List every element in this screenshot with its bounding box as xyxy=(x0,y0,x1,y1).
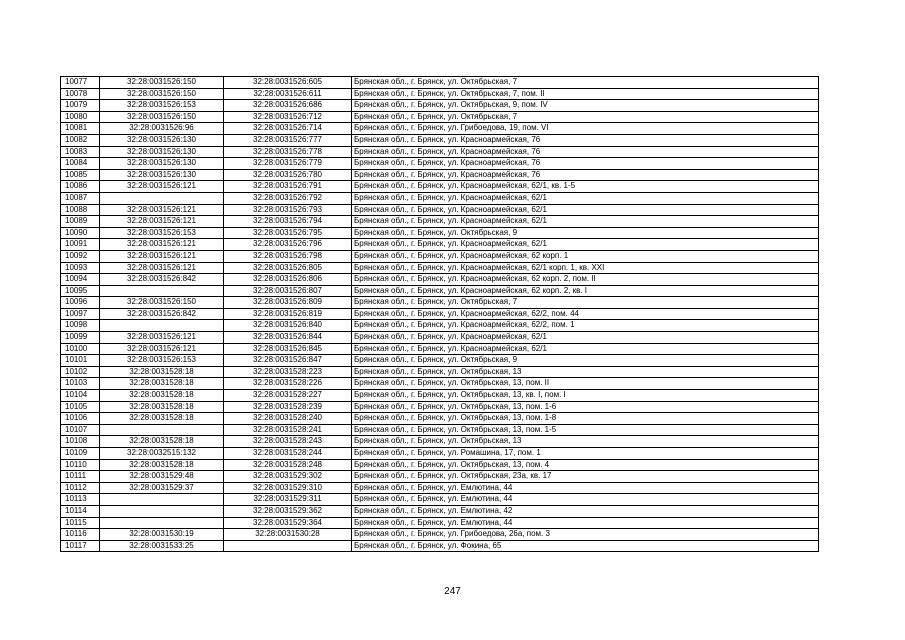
land-parcel-cell: 32:28:0031528:18 xyxy=(100,436,224,448)
row-number-cell: 10078 xyxy=(61,88,100,100)
address-cell: Брянская обл., г. Брянск, ул. Красноармейская, 62/1 xyxy=(352,204,819,216)
table-row xyxy=(61,378,819,390)
table-row xyxy=(61,517,819,529)
row-number-cell: 10106 xyxy=(61,413,100,425)
address-cell: Брянская обл., г. Брянск, ул. Октябрьская, 23а, кв. 17 xyxy=(352,471,819,483)
table-row xyxy=(61,436,819,448)
land-parcel-cell: 32:28:0031528:18 xyxy=(100,390,224,402)
cadastral-number-cell: 32:28:0031526:779 xyxy=(224,158,352,170)
land-parcel-cell: 32:28:0031526:121 xyxy=(100,216,224,228)
table-row xyxy=(61,297,819,309)
land-parcel-cell: 32:28:0031526:121 xyxy=(100,204,224,216)
land-parcel-cell: 32:28:0031528:18 xyxy=(100,413,224,425)
row-number-cell: 10085 xyxy=(61,169,100,181)
row-number-cell: 10096 xyxy=(61,297,100,309)
address-cell: Брянская обл., г. Брянск, ул. Октябрьская, 13, пом. II xyxy=(352,378,819,390)
address-cell: Брянская обл., г. Брянск, ул. Октябрьская, 7 xyxy=(352,77,819,89)
address-cell: Брянская обл., г. Брянск, ул. Красноармейская, 62/1 xyxy=(352,343,819,355)
land-parcel-cell: 32:28:0031526:121 xyxy=(100,181,224,193)
cadastral-number-cell: 32:28:0031526:840 xyxy=(224,320,352,332)
cadastral-number-cell: 32:28:0031526:778 xyxy=(224,146,352,158)
cadastral-number-cell: 32:28:0031526:844 xyxy=(224,332,352,344)
land-parcel-cell: 32:28:0031530:19 xyxy=(100,529,224,541)
table-row xyxy=(61,77,819,89)
address-cell: Брянская обл., г. Брянск, ул. Октябрьская, 13, пом. 4 xyxy=(352,459,819,471)
address-cell: Брянская обл., г. Брянск, ул. Октябрьская, 7 xyxy=(352,111,819,123)
table-row xyxy=(61,320,819,332)
row-number-cell: 10097 xyxy=(61,308,100,320)
land-parcel-cell xyxy=(100,320,224,332)
cadastral-number-cell: 32:28:0031529:311 xyxy=(224,494,352,506)
address-cell: Брянская обл., г. Брянск, ул. Красноармейская, 76 xyxy=(352,169,819,181)
row-number-cell: 10080 xyxy=(61,111,100,123)
cadastral-number-cell: 32:28:0031526:605 xyxy=(224,77,352,89)
cadastral-number-cell: 32:28:0031526:793 xyxy=(224,204,352,216)
table-row xyxy=(61,239,819,251)
table-row xyxy=(61,494,819,506)
land-parcel-cell: 32:28:0031526:130 xyxy=(100,158,224,170)
cadastral-number-cell: 32:28:0031528:227 xyxy=(224,390,352,402)
table-row xyxy=(61,285,819,297)
address-cell: Брянская обл., г. Брянск, ул. Емлютина, 42 xyxy=(352,505,819,517)
table-row xyxy=(61,366,819,378)
row-number-cell: 10112 xyxy=(61,482,100,494)
land-parcel-cell: 32:28:0031526:153 xyxy=(100,227,224,239)
row-number-cell: 10089 xyxy=(61,216,100,228)
address-cell: Брянская обл., г. Брянск, ул. Красноармейская, 62/2, пом. 1 xyxy=(352,320,819,332)
table-row xyxy=(61,88,819,100)
cadastral-number-cell: 32:28:0031526:794 xyxy=(224,216,352,228)
row-number-cell: 10105 xyxy=(61,401,100,413)
land-parcel-cell: 32:28:0031526:130 xyxy=(100,134,224,146)
address-cell: Брянская обл., г. Брянск, ул. Красноармейская, 62/1 xyxy=(352,192,819,204)
land-parcel-cell: 32:28:0031526:150 xyxy=(100,297,224,309)
address-cell: Брянская обл., г. Брянск, ул. Емлютина, 44 xyxy=(352,517,819,529)
land-parcel-cell xyxy=(100,505,224,517)
land-parcel-cell xyxy=(100,192,224,204)
address-cell: Брянская обл., г. Брянск, ул. Красноармейская, 62/1, кв. 1-5 xyxy=(352,181,819,193)
table-row xyxy=(61,250,819,262)
address-cell: Брянская обл., г. Брянск, ул. Октябрьская, 9 xyxy=(352,227,819,239)
cadastral-number-cell: 32:28:0031526:792 xyxy=(224,192,352,204)
table-row xyxy=(61,216,819,228)
row-number-cell: 10104 xyxy=(61,390,100,402)
cadastral-number-cell: 32:28:0031529:310 xyxy=(224,482,352,494)
row-number-cell: 10109 xyxy=(61,448,100,460)
address-cell: Брянская обл., г. Брянск, ул. Октябрьская, 13, пом. 1-6 xyxy=(352,401,819,413)
cadastral-number-cell: 32:28:0031528:239 xyxy=(224,401,352,413)
land-parcel-cell: 32:28:0031526:150 xyxy=(100,77,224,89)
cadastral-number-cell: 32:28:0031528:240 xyxy=(224,413,352,425)
cadastral-number-cell: 32:28:0031526:806 xyxy=(224,274,352,286)
land-parcel-cell: 32:28:0031526:153 xyxy=(100,355,224,367)
address-cell: Брянская обл., г. Брянск, ул. Ромашина, 17, пом. 1 xyxy=(352,448,819,460)
cadastral-number-cell: 32:28:0031528:243 xyxy=(224,436,352,448)
cadastral-number-cell: 32:28:0031526:805 xyxy=(224,262,352,274)
page-number: 247 xyxy=(444,586,461,597)
row-number-cell: 10077 xyxy=(61,77,100,89)
address-cell: Брянская обл., г. Брянск, ул. Красноармейская, 62/1 xyxy=(352,332,819,344)
row-number-cell: 10108 xyxy=(61,436,100,448)
row-number-cell: 10086 xyxy=(61,181,100,193)
table-row xyxy=(61,100,819,112)
cadastral-number-cell: 32:28:0031526:780 xyxy=(224,169,352,181)
row-number-cell: 10111 xyxy=(61,471,100,483)
address-cell: Брянская обл., г. Брянск, ул. Красноармейская, 62 корп. 2, кв. I xyxy=(352,285,819,297)
cadastral-number-cell: 32:28:0031526:791 xyxy=(224,181,352,193)
address-cell: Брянская обл., г. Брянск, ул. Красноармейская, 62 корп. 1 xyxy=(352,250,819,262)
cadastral-number-cell: 32:28:0031526:712 xyxy=(224,111,352,123)
cadastral-number-cell: 32:28:0031526:845 xyxy=(224,343,352,355)
cadastral-number-cell: 32:28:0031526:611 xyxy=(224,88,352,100)
cadastral-number-cell xyxy=(224,540,352,552)
cadastral-number-cell: 32:28:0031526:686 xyxy=(224,100,352,112)
address-cell: Брянская обл., г. Брянск, ул. Грибоедова, 19, пом. VI xyxy=(352,123,819,135)
table-row xyxy=(61,413,819,425)
table-row xyxy=(61,111,819,123)
address-cell: Брянская обл., г. Брянск, ул. Октябрьская, 13, кв. I, пом. I xyxy=(352,390,819,402)
row-number-cell: 10082 xyxy=(61,134,100,146)
table-row xyxy=(61,158,819,170)
cadastral-number-cell: 32:28:0031528:226 xyxy=(224,378,352,390)
table-row xyxy=(61,262,819,274)
row-number-cell: 10088 xyxy=(61,204,100,216)
table-row xyxy=(61,482,819,494)
land-parcel-cell xyxy=(100,494,224,506)
address-cell: Брянская обл., г. Брянск, ул. Емлютина, 44 xyxy=(352,494,819,506)
cadastral-number-cell: 32:28:0031526:777 xyxy=(224,134,352,146)
table-row xyxy=(61,505,819,517)
row-number-cell: 10090 xyxy=(61,227,100,239)
land-parcel-cell xyxy=(100,285,224,297)
row-number-cell: 10117 xyxy=(61,540,100,552)
table-row xyxy=(61,181,819,193)
row-number-cell: 10102 xyxy=(61,366,100,378)
address-cell: Брянская обл., г. Брянск, ул. Октябрьская, 9 xyxy=(352,355,819,367)
row-number-cell: 10081 xyxy=(61,123,100,135)
land-parcel-cell: 32:28:0031526:153 xyxy=(100,100,224,112)
row-number-cell: 10099 xyxy=(61,332,100,344)
table-row xyxy=(61,332,819,344)
table-row xyxy=(61,192,819,204)
cadastral-number-cell: 32:28:0031528:241 xyxy=(224,424,352,436)
address-cell: Брянская обл., г. Брянск, ул. Красноармейская, 76 xyxy=(352,134,819,146)
cadastral-number-cell: 32:28:0031526:798 xyxy=(224,250,352,262)
row-number-cell: 10093 xyxy=(61,262,100,274)
cadastral-number-cell: 32:28:0031528:244 xyxy=(224,448,352,460)
row-number-cell: 10115 xyxy=(61,517,100,529)
land-parcel-cell: 32:28:0032515:132 xyxy=(100,448,224,460)
address-cell: Брянская обл., г. Брянск, ул. Фокина, 65 xyxy=(352,540,819,552)
address-cell: Брянская обл., г. Брянск, ул. Красноармейская, 62/2, пом. 44 xyxy=(352,308,819,320)
address-cell: Брянская обл., г. Брянск, ул. Красноармейская, 62/1 xyxy=(352,216,819,228)
row-number-cell: 10098 xyxy=(61,320,100,332)
land-parcel-cell: 32:28:0031526:130 xyxy=(100,146,224,158)
row-number-cell: 10114 xyxy=(61,505,100,517)
land-parcel-cell: 32:28:0031529:37 xyxy=(100,482,224,494)
table-body xyxy=(61,77,819,552)
land-parcel-cell: 32:28:0031526:130 xyxy=(100,169,224,181)
cadastral-number-cell: 32:28:0031528:223 xyxy=(224,366,352,378)
land-parcel-cell: 32:28:0031526:121 xyxy=(100,239,224,251)
cadastral-number-cell: 32:28:0031529:302 xyxy=(224,471,352,483)
cadastral-number-cell: 32:28:0031526:807 xyxy=(224,285,352,297)
address-cell: Брянская обл., г. Брянск, ул. Октябрьская, 13, пом. 1-5 xyxy=(352,424,819,436)
land-parcel-cell: 32:28:0031526:121 xyxy=(100,250,224,262)
table-row xyxy=(61,390,819,402)
address-cell: Брянская обл., г. Брянск, ул. Красноармейская, 62/1 xyxy=(352,239,819,251)
address-cell: Брянская обл., г. Брянск, ул. Октябрьская, 13 xyxy=(352,366,819,378)
table-row xyxy=(61,204,819,216)
cadastral-number-cell: 32:28:0031528:248 xyxy=(224,459,352,471)
address-cell: Брянская обл., г. Брянск, ул. Красноармейская, 62/1 корп. 1, кв. XXI xyxy=(352,262,819,274)
address-cell: Брянская обл., г. Брянск, ул. Октябрьская, 13 xyxy=(352,436,819,448)
cadastral-number-cell: 32:28:0031526:809 xyxy=(224,297,352,309)
table-row xyxy=(61,134,819,146)
land-parcel-cell xyxy=(100,424,224,436)
table-row xyxy=(61,308,819,320)
land-parcel-cell: 32:28:0031526:842 xyxy=(100,274,224,286)
row-number-cell: 10107 xyxy=(61,424,100,436)
land-parcel-cell: 32:28:0031526:150 xyxy=(100,88,224,100)
address-cell: Брянская обл., г. Брянск, ул. Красноармейская, 76 xyxy=(352,158,819,170)
address-cell: Брянская обл., г. Брянск, ул. Грибоедова, 26а, пом. 3 xyxy=(352,529,819,541)
table-row xyxy=(61,459,819,471)
table-row xyxy=(61,540,819,552)
land-parcel-cell: 32:28:0031528:18 xyxy=(100,378,224,390)
land-parcel-cell: 32:28:0031533:25 xyxy=(100,540,224,552)
land-parcel-cell: 32:28:0031526:842 xyxy=(100,308,224,320)
address-cell: Брянская обл., г. Брянск, ул. Емлютина, 44 xyxy=(352,482,819,494)
land-parcel-cell: 32:28:0031528:18 xyxy=(100,459,224,471)
row-number-cell: 10116 xyxy=(61,529,100,541)
table-row xyxy=(61,123,819,135)
cadastral-table xyxy=(60,76,819,552)
land-parcel-cell: 32:28:0031528:18 xyxy=(100,366,224,378)
row-number-cell: 10100 xyxy=(61,343,100,355)
table-row xyxy=(61,529,819,541)
table-row xyxy=(61,274,819,286)
row-number-cell: 10083 xyxy=(61,146,100,158)
row-number-cell: 10110 xyxy=(61,459,100,471)
land-parcel-cell: 32:28:0031526:121 xyxy=(100,262,224,274)
land-parcel-cell: 32:28:0031526:121 xyxy=(100,332,224,344)
land-parcel-cell: 32:28:0031526:150 xyxy=(100,111,224,123)
table-row xyxy=(61,227,819,239)
row-number-cell: 10079 xyxy=(61,100,100,112)
table-row xyxy=(61,424,819,436)
row-number-cell: 10094 xyxy=(61,274,100,286)
land-parcel-cell xyxy=(100,517,224,529)
row-number-cell: 10087 xyxy=(61,192,100,204)
table-row xyxy=(61,343,819,355)
table-row xyxy=(61,169,819,181)
table-row xyxy=(61,355,819,367)
land-parcel-cell: 32:28:0031528:18 xyxy=(100,401,224,413)
address-cell: Брянская обл., г. Брянск, ул. Октябрьская, 7 xyxy=(352,297,819,309)
land-parcel-cell: 32:28:0031526:96 xyxy=(100,123,224,135)
cadastral-number-cell: 32:28:0031530:28 xyxy=(224,529,352,541)
land-parcel-cell: 32:28:0031526:121 xyxy=(100,343,224,355)
address-cell: Брянская обл., г. Брянск, ул. Октябрьская, 13, пом. 1-8 xyxy=(352,413,819,425)
address-cell: Брянская обл., г. Брянск, ул. Октябрьская, 7, пом. II xyxy=(352,88,819,100)
row-number-cell: 10101 xyxy=(61,355,100,367)
cadastral-number-cell: 32:28:0031526:795 xyxy=(224,227,352,239)
cadastral-number-cell: 32:28:0031526:796 xyxy=(224,239,352,251)
cadastral-number-cell: 32:28:0031529:364 xyxy=(224,517,352,529)
table-row xyxy=(61,401,819,413)
cadastral-number-cell: 32:28:0031529:362 xyxy=(224,505,352,517)
row-number-cell: 10092 xyxy=(61,250,100,262)
cadastral-number-cell: 32:28:0031526:847 xyxy=(224,355,352,367)
row-number-cell: 10091 xyxy=(61,239,100,251)
table-row xyxy=(61,448,819,460)
row-number-cell: 10113 xyxy=(61,494,100,506)
row-number-cell: 10084 xyxy=(61,158,100,170)
address-cell: Брянская обл., г. Брянск, ул. Октябрьская, 9, пом. IV xyxy=(352,100,819,112)
row-number-cell: 10095 xyxy=(61,285,100,297)
table-row xyxy=(61,146,819,158)
row-number-cell: 10103 xyxy=(61,378,100,390)
address-cell: Брянская обл., г. Брянск, ул. Красноармейская, 76 xyxy=(352,146,819,158)
table-row xyxy=(61,471,819,483)
land-parcel-cell: 32:28:0031529:48 xyxy=(100,471,224,483)
cadastral-number-cell: 32:28:0031526:819 xyxy=(224,308,352,320)
address-cell: Брянская обл., г. Брянск, ул. Красноармейская, 62 корп. 2, пом. II xyxy=(352,274,819,286)
cadastral-number-cell: 32:28:0031526:714 xyxy=(224,123,352,135)
